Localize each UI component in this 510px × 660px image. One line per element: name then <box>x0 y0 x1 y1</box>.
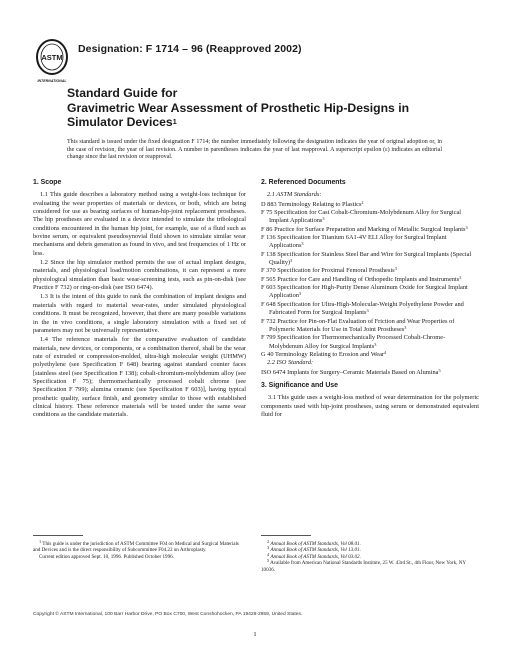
reference-code: F 732 <box>261 317 276 325</box>
footnote-text: Annual Book of ASTM Standards, Vol 08.01. <box>270 541 361 547</box>
reference-item <box>261 226 479 234</box>
reference-footnote-marker: 3 <box>290 257 293 263</box>
title-line-3-text: Simulator Devices <box>67 115 173 129</box>
footnote-rule-left <box>33 535 83 536</box>
reference-item <box>261 334 479 351</box>
significance-heading: 3. Significance and Use <box>261 381 338 389</box>
reference-footnote-marker: 3 <box>301 241 304 247</box>
reference-code: G 40 <box>261 350 274 358</box>
reference-footnote-marker: 4 <box>384 349 387 355</box>
reference-item <box>261 301 479 318</box>
reference-item <box>261 201 479 209</box>
footnote-rule-right <box>261 535 311 536</box>
reference-code: F 565 <box>261 275 276 283</box>
footnotes-right <box>261 538 479 573</box>
footnote-1-text: This guide is under the jurisdiction of ASTM Committee F04 on Medical and Surgical Materials and Devices and is the direct responsibility of Subcommittee F04.22 on Arthroplasty. <box>33 541 239 554</box>
footnote-text: Available from American National Standards Institute, 25 W. 43rd St., 4th Floor, New York, NY 10036. <box>261 560 466 573</box>
footnote-item <box>261 560 479 573</box>
iso-standard-label-text: 2.2 ISO Standard: <box>267 359 314 367</box>
page-number: 1 <box>253 631 257 638</box>
astm-standards-label <box>261 191 479 199</box>
reference-footnote-marker: 2 <box>361 199 364 205</box>
reference-code: ISO 6474 <box>261 368 286 376</box>
document-title <box>67 86 447 130</box>
reference-footnote-marker: 3 <box>298 291 302 297</box>
reference-title: Practice for Care and Handling of Orthopedic Implants and Instruments <box>277 275 460 283</box>
astm-standards-label-text: 2.1 ASTM Standards: <box>267 191 322 199</box>
footnote-1-marker: 1 <box>39 538 42 544</box>
astm-logo-icon <box>33 37 71 85</box>
referenced-documents-heading: 2. Referenced Documents <box>261 179 346 186</box>
footnote-text: Annual Book of ASTM Standards, Vol 13.01. <box>270 547 361 554</box>
logo-text: ASTM <box>41 53 63 62</box>
right-column <box>261 179 479 420</box>
reference-item <box>261 209 479 226</box>
reference-footnote-marker: 3 <box>394 266 397 272</box>
footnote-marker: 2 <box>267 538 270 544</box>
reference-footnote-marker: 3 <box>374 341 377 347</box>
paragraph-1-1: 1.1 This guide describes a laboratory method using a weight-loss technique for evaluating the wear properties of materials or devices, or both, which are being considered for use as bearing surfaces of human-hip-joint replacement prostheses. The hip prostheses are evaluated in a device intended to simulate the tribological conditions encountered in the human hip joint, for example, use of a fluid such as bovine serum, or equivalent pseudosynovial fluid shown to simulate similar wear mechanisms and debris generation as found in vivo, and test frequencies of 1 Hz or less. <box>33 191 246 257</box>
reference-footnote-marker: 3 <box>366 307 369 313</box>
paragraph-3-1: 3.1 This guide uses a weight-loss method of wear determination for the polymeric components used with hip-joint prostheses, using serum or demonstrated equivalent fluid for <box>261 394 479 418</box>
title-footnote-ref: 1 <box>172 116 177 126</box>
reference-code: F 603 <box>261 284 276 292</box>
reference-code: F 799 <box>261 334 276 342</box>
reference-title: Implants for Surgery–Ceramic Materials Based on Alumina <box>287 368 439 376</box>
iso-reference-list <box>261 369 479 377</box>
paragraph-1-4: 1.4 The reference materials for the comparative evaluation of candidate materials, new devices, or components, or a combination thereof, shall be the wear rate of extruded or compression-molded, ultra-high molecular weight (UHMW) polyethylene (see Specification F 648) bearing against standard counter faces [stainless steel (see Specification F 138); cobalt-chromium-molybdenum alloy (see Specification F 75); thermomechanically processed cobalt chrome (see Specification F 799); alumina ceramic (see Specification F 603)], having typical prosthetic quality, surface finish, and geometry similar to those with established clinical history. These reference materials will be tested under the same wear conditions as the candidate materials. <box>33 336 246 419</box>
reference-code: F 138 <box>261 250 276 258</box>
reference-item <box>261 234 479 251</box>
reference-title: Specification for Proximal Femoral Prosthesis <box>277 267 395 275</box>
reference-item <box>261 276 479 284</box>
reference-title: Terminology Relating to Erosion and Wear <box>275 350 385 358</box>
scope-heading: 1. Scope <box>33 179 62 186</box>
footnote-marker: 3 <box>267 545 270 551</box>
iso-standard-label <box>261 359 479 367</box>
reference-footnote-marker: 5 <box>438 367 441 373</box>
reference-code: F 86 <box>261 225 273 233</box>
title-line-2: Gravimetric Wear Assessment of Prosthetic Hip-Designs in <box>67 100 410 115</box>
reference-footnote-marker: 3 <box>322 216 325 222</box>
reference-item <box>261 284 479 301</box>
reference-code: F 75 <box>261 209 273 217</box>
reference-item <box>261 369 479 377</box>
reference-item <box>261 267 479 275</box>
footnote-marker: 4 <box>267 551 270 557</box>
astm-reference-list <box>261 201 479 360</box>
footnote-1 <box>33 538 246 554</box>
logo-subtext: INTERNATIONAL <box>37 79 67 83</box>
reference-item <box>261 351 479 359</box>
reference-code: D 883 <box>261 200 277 208</box>
reference-title: Specification for High-Purity Dense Aluminum Oxide for Surgical Implant Application <box>269 284 468 300</box>
paragraph-1-3: 1.3 It is the intent of this guide to rank the combination of implant designs and materials with regard to material wear-rates, under simulated physiological conditions. It must be recognized, however, that there are many possible variations in the in vivo conditions, a single laboratory simulation with a fixed set of parameters may not be universally representative. <box>33 293 246 334</box>
reference-footnote-marker: 3 <box>459 274 462 280</box>
footnote-text: Annual Book of ASTM Standards, Vol 03.02. <box>270 553 361 560</box>
paragraph-1-2: 1.2 Since the hip simulator method permits the use of actual implant designs, materials, and physiological load/motion combinations, it can represent a more physiological simulation than basic wear-screening tests, such as pin-on-disk (see Practice F 732) or ring-on-disk (see ISO 6474). <box>33 259 246 292</box>
reference-title: Specification for Stainless Steel Bar and Wire for Surgical Implants (Special Quality) <box>269 250 472 267</box>
reference-title: Specification for Cast Cobalt-Chromium-Molybdenum Alloy for Surgical Implant Applications <box>269 209 462 225</box>
reference-title: Specification for Titanium 6A1-4V ELI Alloy for Surgical Implant Applications <box>269 234 447 250</box>
left-column <box>33 179 246 421</box>
reference-code: F 136 <box>261 234 276 242</box>
copyright-line: Copyright © ASTM International, 100 Barr Harbor Drive, PO Box C700, West Conshohocken, PA 19428-2959, United States. <box>33 612 303 617</box>
footnote-1-approval: Current edition approved Sept. 10, 1996. Published October 1996. <box>39 553 174 560</box>
reference-title: Practice for Pin-on-Flat Evaluation of Friction and Wear Properties of Polymeric Materials for Use in Total Joint Prostheses <box>269 317 455 333</box>
reference-title: Specification for Ultra-High-Molecular-Weight Polyethylene Powder and Fabricated Form for Surgical Implants <box>269 300 464 317</box>
reference-title: Terminology Relating to Plastics <box>278 200 362 208</box>
reference-item <box>261 251 479 268</box>
issuance-notice: This standard is issued under the fixed designation F 1714; the number immediately following the designation indicates the year of original adoption or, in the case of revision, the year of last revision. A number in parentheses indicates the year of last reapproval. A superscript epsilon (ε) indicates an editorial change since the last revision or reapproval. <box>67 139 442 161</box>
reference-title: Specification for Thermomechanically Processed Cobalt-Chrome-Molybdenum Alloy for Surgical Implants <box>269 334 446 350</box>
reference-item <box>261 318 479 335</box>
reference-title: Practice for Surface Preparation and Marking of Metallic Surgical Implants <box>274 225 466 233</box>
designation: Designation: F 1714 – 96 (Reapproved 2002) <box>78 43 302 55</box>
reference-footnote-marker: 3 <box>404 324 407 330</box>
reference-code: F 370 <box>261 267 276 275</box>
reference-code: F 648 <box>261 300 276 308</box>
footnote-marker: 5 <box>267 558 270 564</box>
title-line-3 <box>67 115 447 130</box>
reference-footnote-marker: 3 <box>465 224 468 230</box>
title-line-1: Standard Guide for <box>67 86 178 100</box>
footnotes-left <box>33 538 246 560</box>
